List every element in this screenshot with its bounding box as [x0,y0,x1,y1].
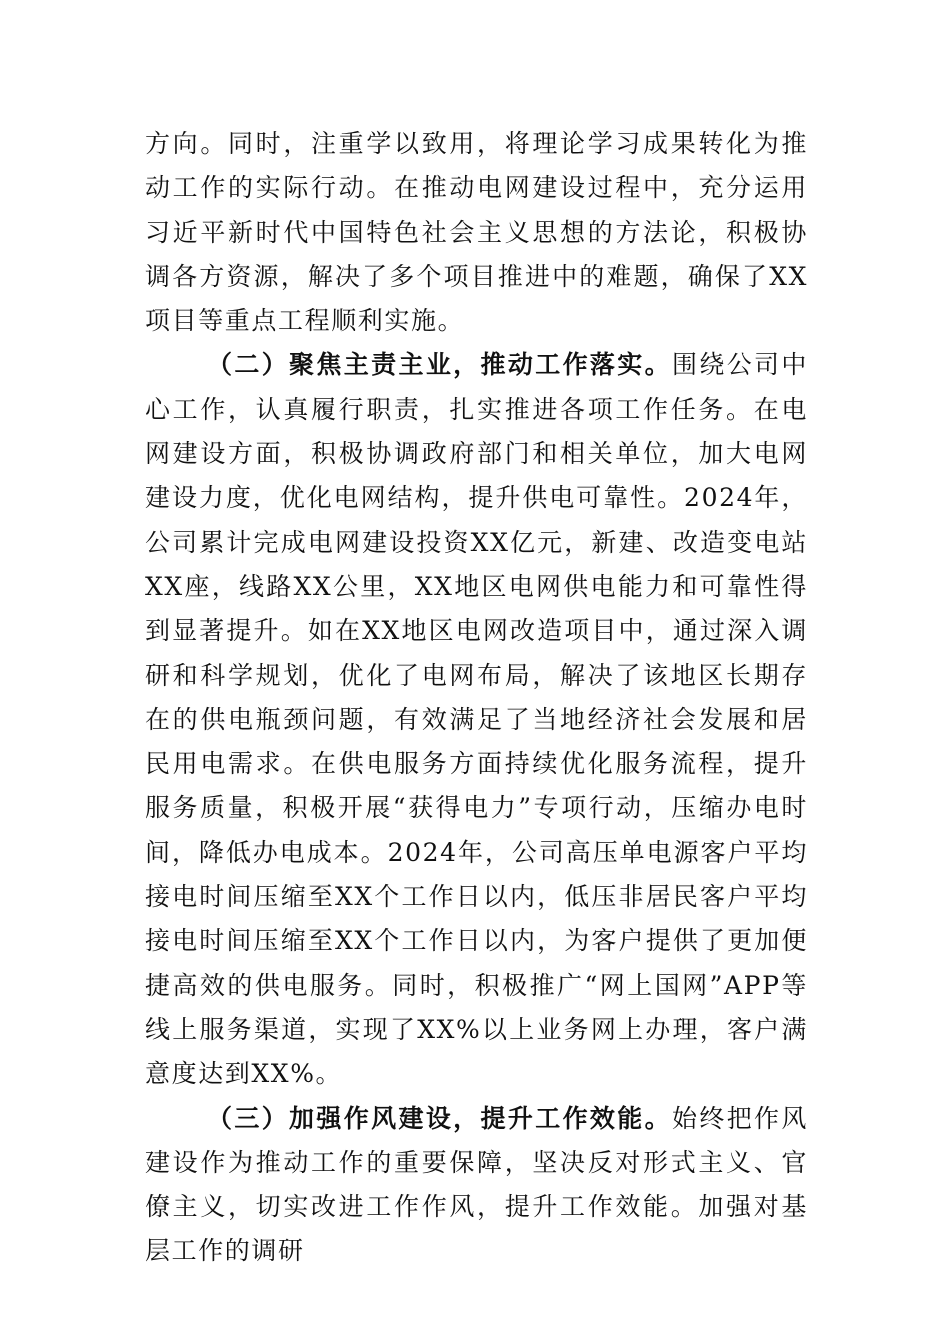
document-body [145,122,808,1274]
section-heading: （三）加强作风建设，提升工作效能。 [207,1103,672,1133]
paragraph-text: 围绕公司中心工作，认真履行职责，扎实推进各项工作任务。在电网建设方面，积极协调政府部门和相关单位，加大电网建设力度，优化电网结构，提升供电可靠性。2024年，公司累计完成电网建设投资XX亿元，新建、改造变电站XX座，线路XX公里，XX地区电网供电能力和可靠性得到显著提升。如在XX地区电网改造项目中，通过深入调研和科学规划，优化了电网布局，解决了该地区长期存在的供电瓶颈问题，有效满足了当地经济社会发展和居民用电需求。在供电服务方面持续优化服务流程，提升服务质量，积极开展“获得电力”专项行动，压缩办电时间，降低办电成本。2024年，公司高压单电源客户平均接电时间压缩至XX个工作日以内，低压非居民客户平均接电时间压缩至XX个工作日以内，为客户提供了更加便捷高效的供电服务。同时，积极推广“网上国网”APP等线上服务渠道，实现了XX%以上业务网上办理，客户满意度达到XX%。 [145,350,808,1089]
paragraph-continuation [145,122,808,343]
paragraph-section-two [145,343,808,1096]
paragraph-text: 始终把作风建设作为推动工作的重要保障，坚决反对形式主义、官僚主义，切实改进工作作风，提升工作效能。加强对基层工作的调研 [145,1103,808,1266]
paragraph-text: 方向。同时，注重学以致用，将理论学习成果转化为推动工作的实际行动。在推动电网建设过程中，充分运用习近平新时代中国特色社会主义思想的方法论，积极协调各方资源，解决了多个项目推进中的难题，确保了XX项目等重点工程顺利实施。 [145,129,808,336]
section-heading: （二）聚焦主责主业，推动工作落实。 [207,350,672,380]
paragraph-section-three [145,1097,808,1274]
